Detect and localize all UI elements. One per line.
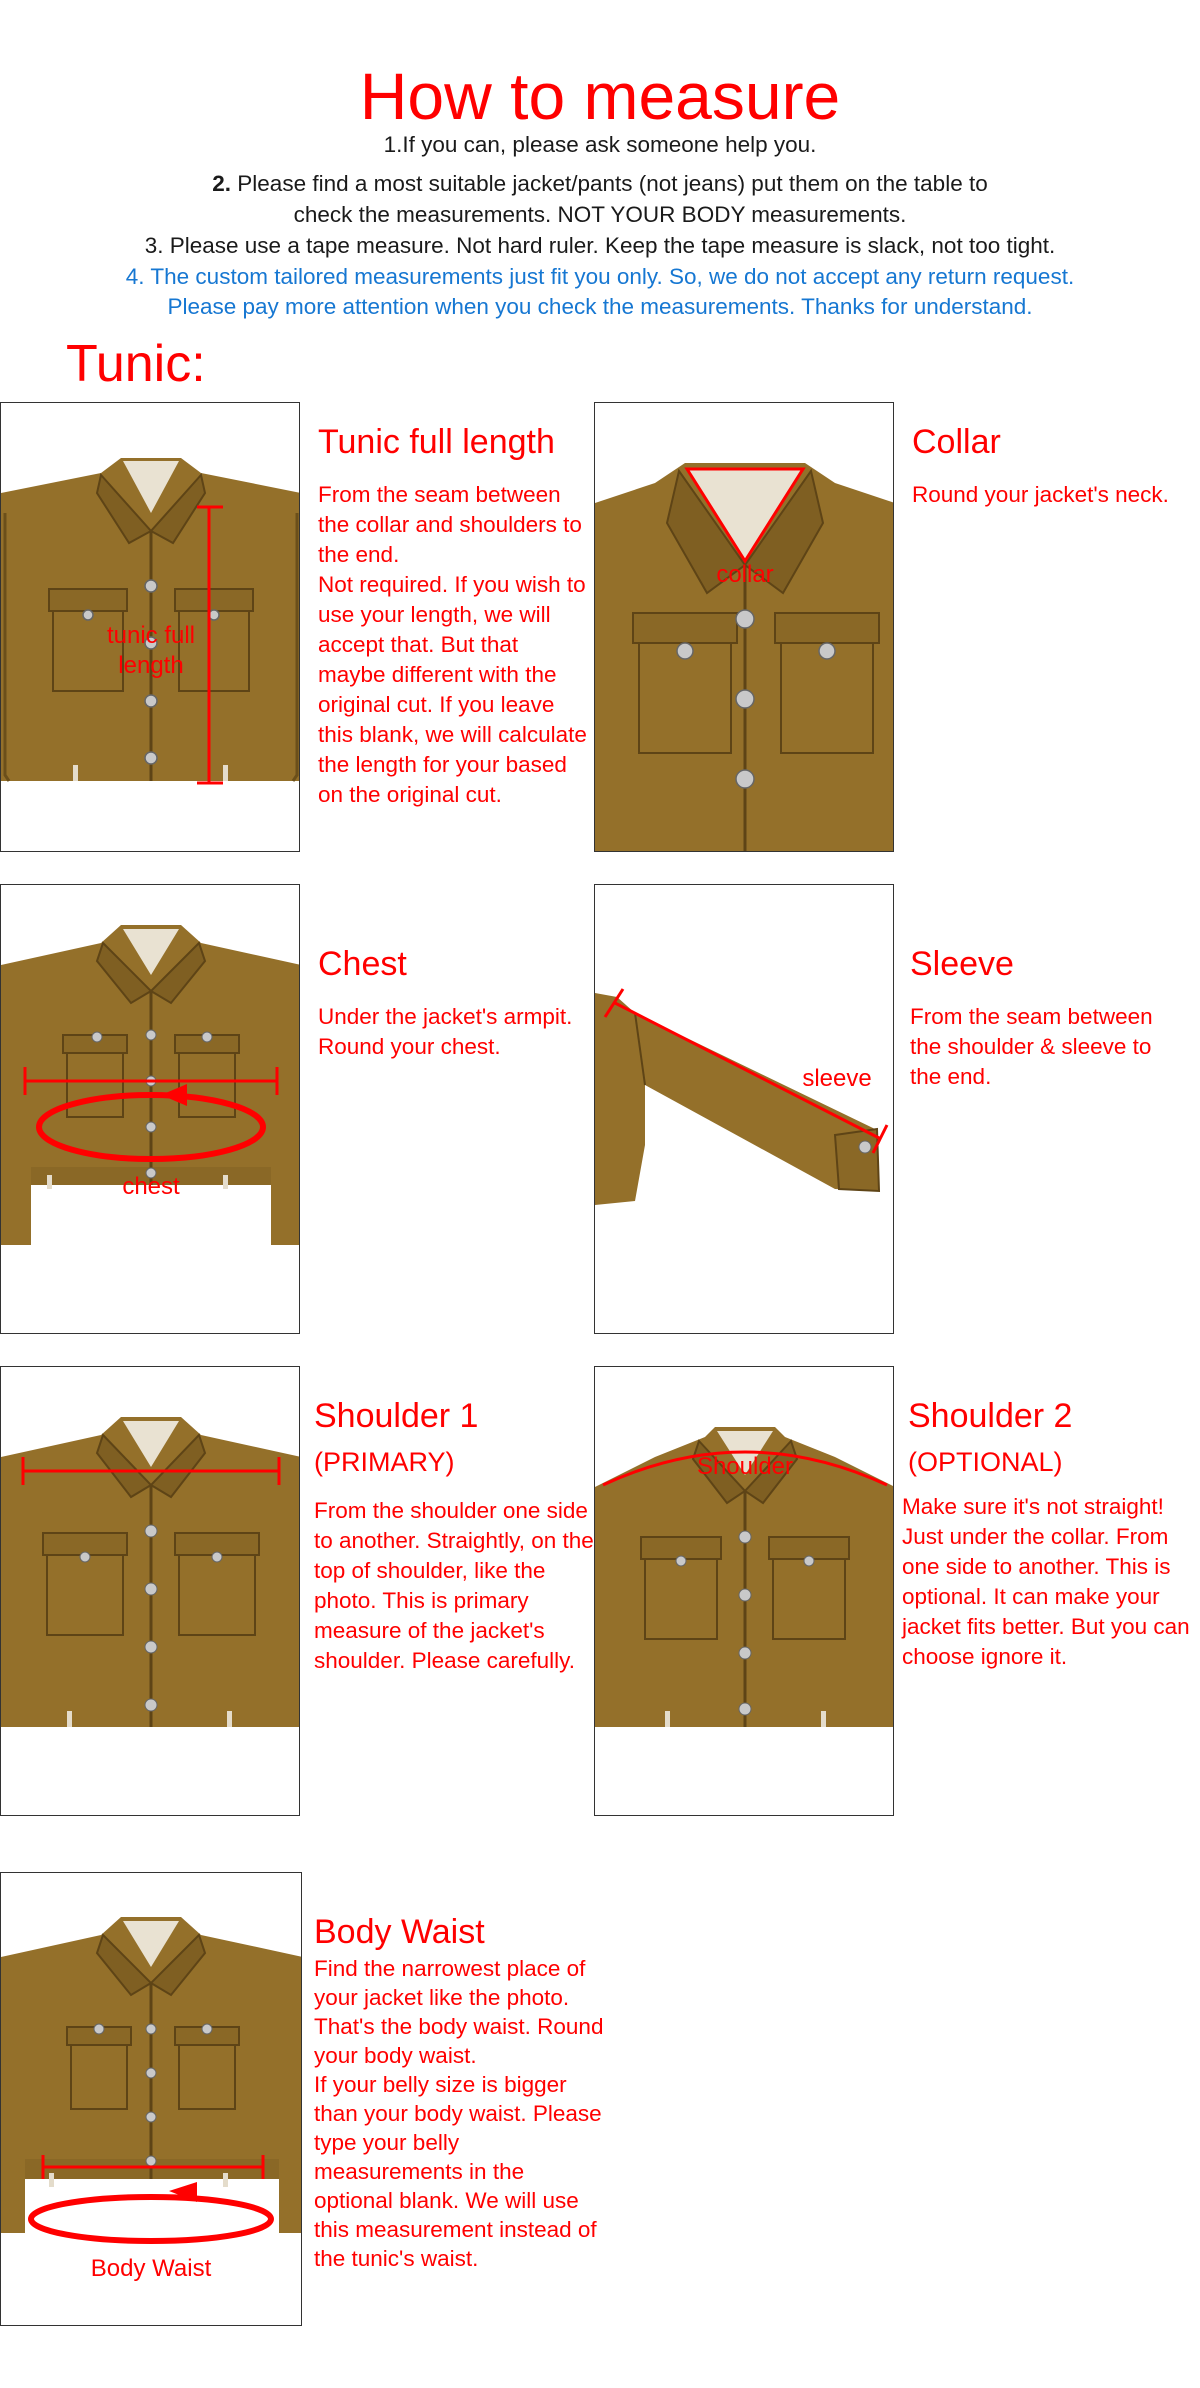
waist-description: Find the narrowest place of your jacket like the photo. That's the body waist. Round your body waist. If your belly size is bigger than your body waist. Please type your belly measurements in the optional blank. We will use this measurement instead of the tunic's waist. [314,1956,604,2271]
intro-line-2-number: 2. [212,171,232,196]
page-title: How to measure [359,59,841,133]
sleeve-label: sleeve [802,1065,872,1092]
length-photo-panel [0,402,300,852]
shoulder2-heading: Shoulder 2 [908,1397,1073,1435]
intro-line-5: Please pay more attention when you check the measurements. Thanks for understand. [167,294,1033,319]
jacket-illustration [1,885,300,1334]
intro-line-2b: check the measurements. NOT YOUR BODY measurements. [293,202,907,227]
shoulder2-label: Shoulder [696,1453,794,1480]
section-title: Tunic: [66,335,206,393]
chest-heading: Chest [318,945,407,983]
collar-label: collar [716,561,774,588]
intro-line-3: 3. Please use a tape measure. Not hard ruler. Keep the tape measure is slack, not too tight. [144,233,1056,258]
sleeve-heading: Sleeve [910,945,1014,983]
intro-line-1: 1.If you can, please ask someone help you. [383,132,817,157]
intro-line-2-text: Please find a most suitable jacket/pants (not jeans) put them on the table to [231,171,988,196]
waist-label: Body Waist [90,2255,212,2282]
shoulder1-heading: Shoulder 1 [314,1397,479,1435]
sleeve-illustration [595,885,894,1334]
jacket-illustration [595,1367,894,1816]
shoulder2-photo-panel [594,1366,894,1816]
collar-heading: Collar [912,423,1001,461]
intro-line-2 [0,169,1200,199]
jacket-illustration [1,1367,300,1816]
chest-description: Under the jacket's armpit. Round your chest. [318,1004,573,1059]
chest-photo-panel [0,884,300,1334]
waist-heading: Body Waist [314,1913,485,1951]
length-description: From the seam between the collar and shoulders to the end. Not required. If you wish to use your length, we will accept that. But that maybe different with the original cut. If you leave this blank, we will calculate the length for your based on the original cut. [318,482,587,807]
length-heading: Tunic full length [318,423,555,461]
waist-photo-panel [0,1872,302,2326]
length-label: tunic full length [106,622,196,679]
shoulder2-description: Make sure it's not straight! Just under the collar. From one side to another. This is optional. It can make your jacket fits better. But you can choose ignore it. [902,1494,1190,1669]
shoulder1-description: From the shoulder one side to another. Straightly, on the top of shoulder, like the photo. This is primary measure of the jacket's shoulder. Please carefully. [314,1498,594,1673]
jacket-illustration [595,403,894,852]
intro-line-4: 4. The custom tailored measurements just fit you only. So, we do not accept any return request. [125,264,1075,289]
collar-photo-panel [594,402,894,852]
sleeve-photo-panel [594,884,894,1334]
collar-description: Round your jacket's neck. [912,482,1169,507]
shoulder2-subheading: (OPTIONAL) [908,1447,1063,1477]
shoulder1-subheading: (PRIMARY) [314,1447,455,1477]
sleeve-description: From the seam between the shoulder & sleeve to the end. [910,1004,1153,1089]
chest-label: chest [122,1173,180,1200]
shoulder1-photo-panel [0,1366,300,1816]
